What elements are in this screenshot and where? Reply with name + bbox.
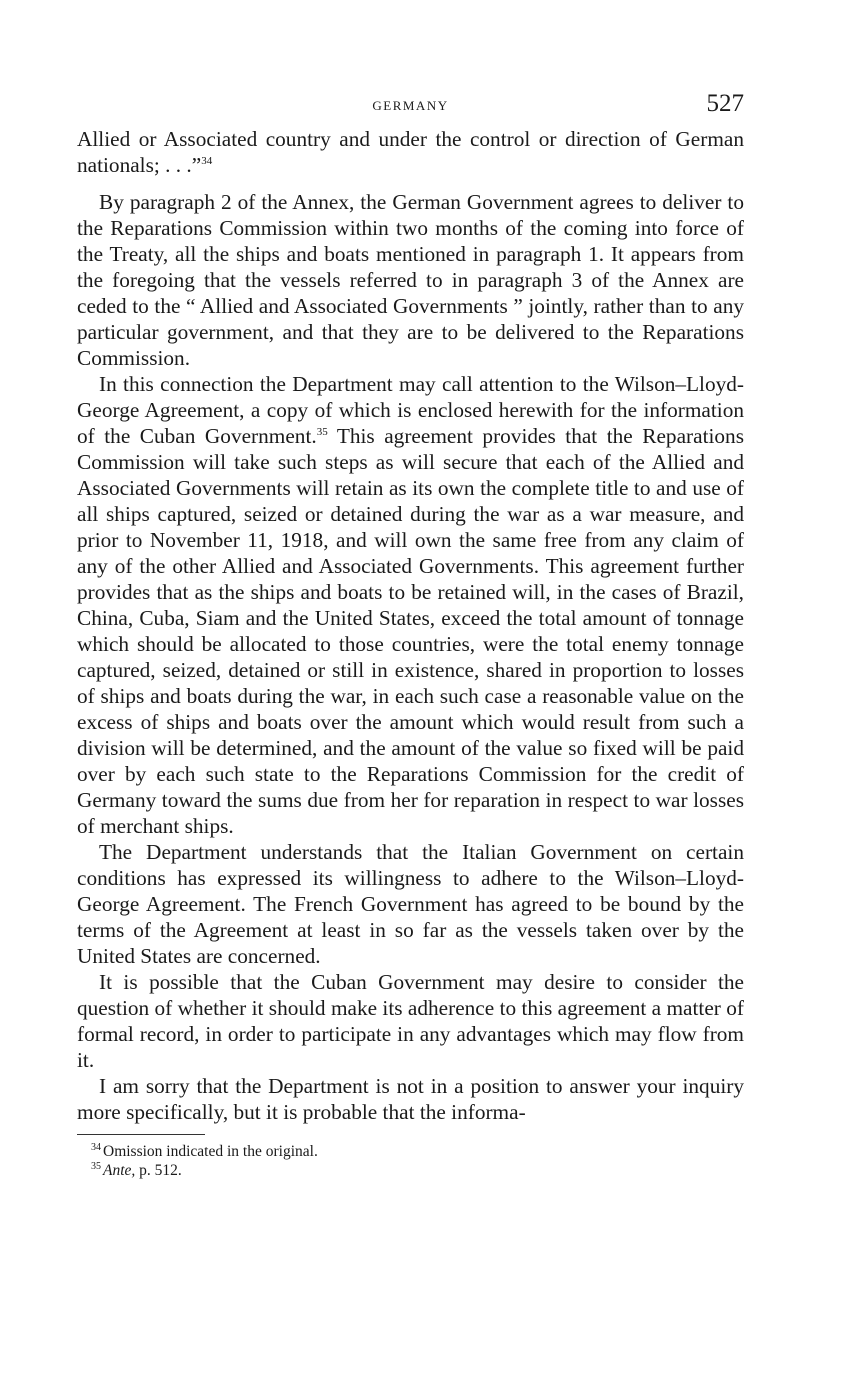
paragraph-text: Allied or Associated country and under the control or direction of German nationals; . . .” <box>77 127 744 177</box>
footnote-ref: 35 <box>316 425 328 438</box>
footnote-ref: 34 <box>201 154 213 167</box>
footnote-italic: Ante, <box>103 1162 136 1179</box>
page-header <box>77 90 744 126</box>
paragraph-text: In this connection the Department may call attention to the Wilson–Lloyd-George Agreement, a copy of which is enclosed herewith for the information of the Cuban Government. <box>77 372 744 448</box>
footnote-rule <box>77 1134 205 1135</box>
paragraph <box>77 126 744 178</box>
paragraph: By paragraph 2 of the Annex, the German Government agrees to deliver to the Reparations Commission within two months of the coming into force of the Treaty, all the ships and boats mentioned in paragraph 1. It appears from the foregoing that the vessels referred to in paragraph 3 of the Annex are ceded to the “ Allied and Associated Governments ” jointly, rather than to any particular government, and that they are to be delivered to the Reparations Commission. <box>77 190 744 370</box>
paragraph-text: This agreement provides that the Reparations Commission will take such steps as will secure that each of the Allied and Associated Governments will retain as its own the complete title to and use of all ships captured, seized or detained during the war as a war measure, and prior to November 11, 1918, and will own the same free from any claim of any of the other Allied and Associated Governments. This agreement further provides that as the ships and boats to be retained will, in the cases of Brazil, China, Cuba, Siam and the United States, exceed the total amount of tonnage which should be allocated to those countries, were the total enemy tonnage captured, seized, detained or still in existence, shared in proportion to losses of ships and boats during the war, in each such case a reasonable value on the excess of ships and boats over the amount which would result from such a division will be determined, and the amount of the value so fixed will be paid over by each such state to the Reparations Commission for the credit of Germany toward the sums due from her for reparation in respect to war losses of merchant ships. <box>77 424 744 838</box>
footnote-text: p. 512. <box>135 1162 182 1179</box>
footnote-number: 34 <box>91 1141 101 1153</box>
footnote <box>91 1142 744 1161</box>
footnotes <box>77 1142 744 1180</box>
paragraph: I am sorry that the Department is not in a position to answer your inquiry more specifically, but it is probable that the informa- <box>77 1074 744 1124</box>
paragraph: The Department understands that the Italian Government on certain conditions has expressed its willingness to adhere to the Wilson–Lloyd-George Agreement. The French Government has agreed to be bound by the terms of the Agreement at least in so far as the vessels taken over by the United States are concerned. <box>77 840 744 968</box>
footnote <box>91 1161 744 1180</box>
body-text <box>77 126 744 1125</box>
footnote-text: Omission indicated in the original. <box>103 1143 318 1160</box>
footnote-number: 35 <box>91 1160 101 1172</box>
paragraph <box>77 371 744 839</box>
page-number: 527 <box>706 90 744 117</box>
document-page <box>77 90 744 1180</box>
running-head: GERMANY <box>372 98 449 113</box>
paragraph: It is possible that the Cuban Government may desire to consider the question of whether it should make its adherence to this agreement a matter of formal record, in order to participate in any advantages which may flow from it. <box>77 970 744 1072</box>
